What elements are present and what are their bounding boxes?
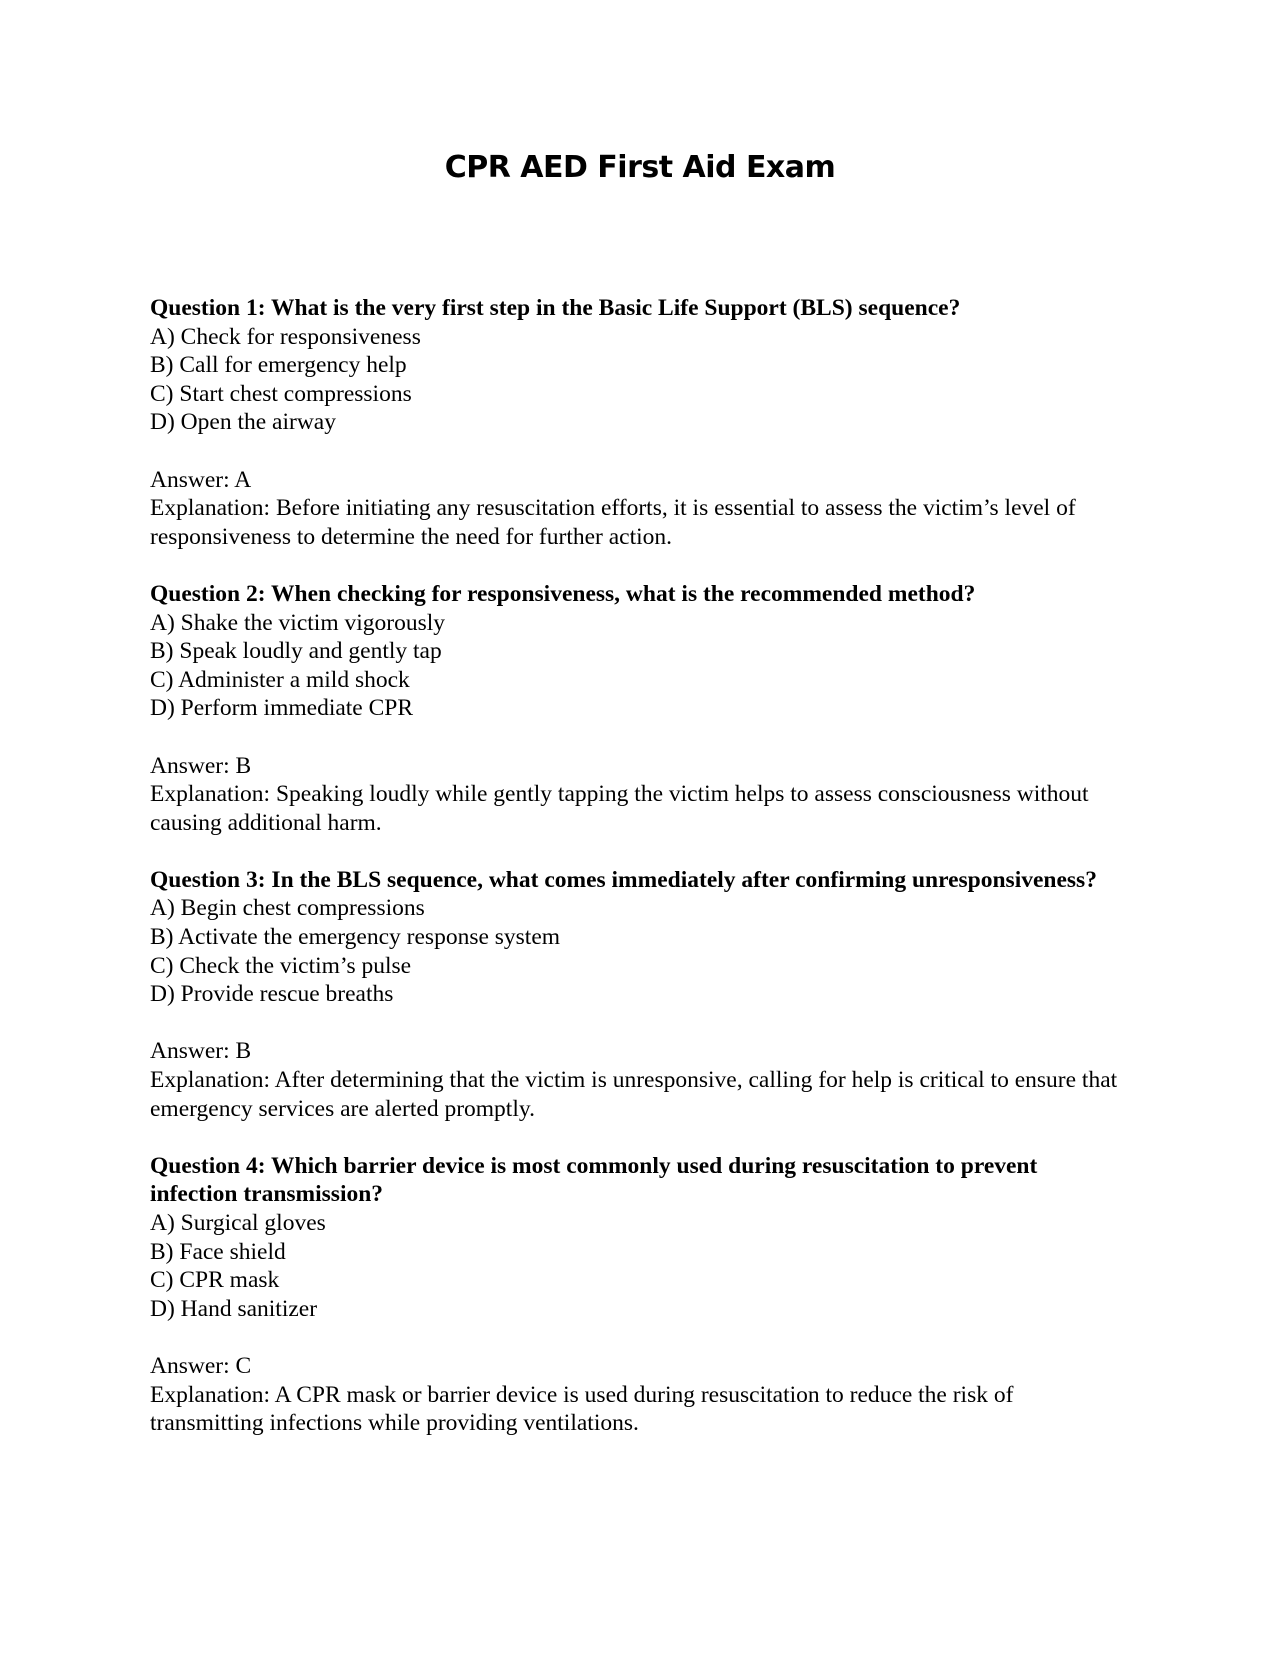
answer-option-d: D) Open the airway bbox=[150, 409, 336, 436]
answer-option-b: B) Call for emergency help bbox=[150, 352, 407, 379]
question-list bbox=[150, 294, 1130, 1466]
answer-option-d: D) Hand sanitizer bbox=[150, 1295, 318, 1322]
answer-explanation: Explanation: After determining that the victim is unresponsive, calling for help is critical to ensure that emergency services are alerted promptly. bbox=[150, 1067, 1118, 1122]
spacer bbox=[150, 1323, 1130, 1352]
spacer bbox=[150, 437, 1130, 466]
question-1 bbox=[150, 294, 1130, 551]
answer-option-c: C) Check the victim’s pulse bbox=[150, 952, 412, 979]
question-text: Question 3: In the BLS sequence, what comes immediately after confirming unresponsiveness? bbox=[150, 866, 1097, 893]
page-title: CPR AED First Aid Exam bbox=[444, 150, 836, 185]
answer-explanation: Explanation: Speaking loudly while gently tapping the victim helps to assess consciousness without causing additional harm. bbox=[150, 781, 1089, 836]
correct-answer: Answer: B bbox=[150, 1038, 252, 1065]
question-2 bbox=[150, 580, 1130, 837]
answer-option-a: A) Shake the victim vigorously bbox=[150, 609, 446, 636]
answer-option-b: B) Activate the emergency response system bbox=[150, 924, 561, 951]
answer-option-b: B) Face shield bbox=[150, 1238, 286, 1265]
question-text: Question 2: When checking for responsiveness, what is the recommended method? bbox=[150, 580, 976, 607]
answer-option-a: A) Surgical gloves bbox=[150, 1210, 326, 1236]
answer-option-a: A) Begin chest compressions bbox=[150, 895, 425, 922]
answer-explanation: Explanation: A CPR mask or barrier device is used during resuscitation to reduce the risk of transmitting infections while providing ventilations. bbox=[150, 1381, 1014, 1437]
answer-option-a: A) Check for responsiveness bbox=[150, 323, 421, 350]
spacer bbox=[150, 1009, 1130, 1038]
correct-answer: Answer: A bbox=[150, 466, 252, 493]
answer-option-c: C) CPR mask bbox=[150, 1267, 280, 1294]
correct-answer: Answer: B bbox=[150, 752, 252, 779]
answer-explanation: Explanation: Before initiating any resuscitation efforts, it is essential to assess the victim’s level of responsiveness to determine the need for further action. bbox=[150, 495, 1076, 550]
answer-option-d: D) Perform immediate CPR bbox=[150, 695, 414, 722]
answer-option-d: D) Provide rescue breaths bbox=[150, 981, 394, 1008]
answer-option-b: B) Speak loudly and gently tap bbox=[150, 638, 442, 665]
answer-option-c: C) Start chest compressions bbox=[150, 380, 412, 407]
question-3 bbox=[150, 866, 1130, 1123]
question-text: Question 1: What is the very first step in the Basic Life Support (BLS) sequence? bbox=[150, 295, 961, 321]
question-4 bbox=[150, 1152, 1130, 1438]
spacer bbox=[150, 723, 1130, 752]
correct-answer: Answer: C bbox=[150, 1352, 252, 1379]
answer-option-c: C) Administer a mild shock bbox=[150, 666, 410, 693]
question-text: Question 4: Which barrier device is most commonly used during resuscitation to prevent infection transmission? bbox=[150, 1152, 1038, 1208]
